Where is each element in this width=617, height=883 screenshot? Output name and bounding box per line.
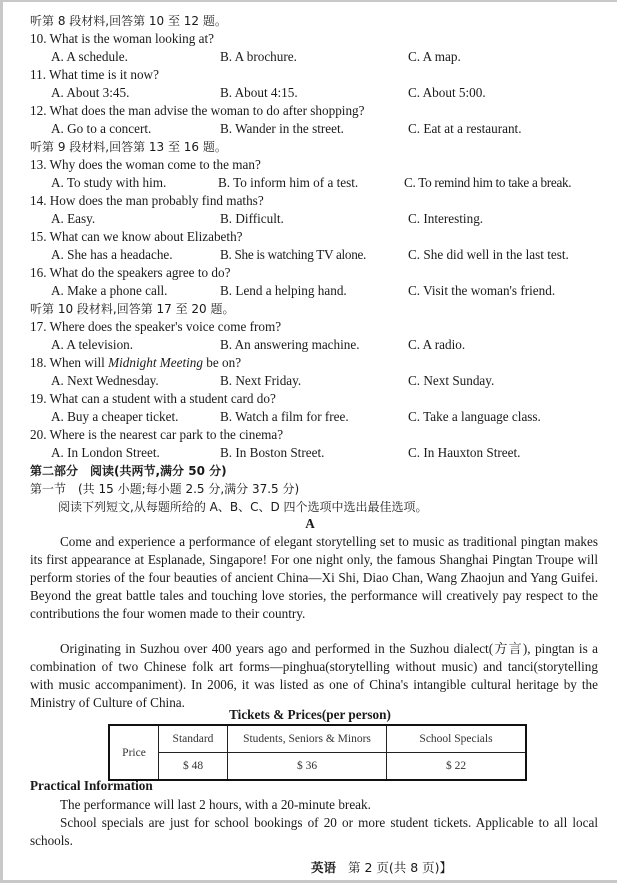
question-16: 16. What do the speakers agree to do? bbox=[30, 265, 231, 280]
option-a: A. She has a headache. bbox=[51, 247, 173, 262]
option-b: B. Difficult. bbox=[220, 211, 284, 226]
option-a: A. A schedule. bbox=[51, 49, 128, 64]
option-b: B. An answering machine. bbox=[220, 337, 360, 352]
price-standard: $ 48 bbox=[159, 753, 228, 781]
part-title: 第二部分 阅读(共两节,满分 50 分) bbox=[30, 464, 227, 478]
practical-line-2: School specials are just for school bookings of 20 or more student tickets. Applicable to all local schools. bbox=[30, 815, 598, 848]
option-c: C. She did well in the last test. bbox=[408, 247, 569, 262]
price-students: $ 36 bbox=[228, 753, 387, 781]
option-a: A. Buy a cheaper ticket. bbox=[51, 409, 179, 424]
option-c: C. In Hauxton Street. bbox=[408, 445, 521, 460]
question-14: 14. How does the man probably find maths? bbox=[30, 193, 264, 208]
option-b: B. Next Friday. bbox=[220, 373, 302, 388]
row-label: Price bbox=[109, 725, 159, 780]
option-a: A. To study with him. bbox=[51, 175, 167, 190]
question-10: 10. What is the woman looking at? bbox=[30, 31, 214, 46]
option-c: C. A map. bbox=[408, 49, 461, 64]
exam-page bbox=[3, 2, 617, 880]
option-b: B. A brochure. bbox=[220, 49, 297, 64]
question-17: 17. Where does the speaker's voice come from? bbox=[30, 319, 282, 334]
price-table bbox=[108, 724, 527, 781]
question-text: be on? bbox=[203, 355, 242, 370]
subject-label: 英语 bbox=[311, 860, 337, 875]
question-15: 15. What can we know about Elizabeth? bbox=[30, 229, 243, 244]
option-b: B. Watch a film for free. bbox=[220, 409, 349, 424]
option-a: A. About 3:45. bbox=[51, 85, 130, 100]
option-a: A. Next Wednesday. bbox=[51, 373, 159, 388]
question-11: 11. What time is it now? bbox=[30, 67, 159, 82]
paragraph-2: Originating in Suzhou over 400 years ago and performed in the Suzhou dialect(方言), pingtan is a combination of two Chinese folk art forms—pinghua(storytelling without music) and tanci(storytelling with music accompaniment). In 2006, it was listed as one of China's intangible cultural heritage by the Ministry of Culture of China. bbox=[30, 641, 598, 710]
page-number: 第 2 页(共 8 页)】 bbox=[348, 860, 453, 875]
section-heading: 听第 8 段材料,回答第 10 至 12 题。 bbox=[30, 14, 227, 28]
table-title: Tickets & Prices(per person) bbox=[229, 707, 391, 722]
price-school: $ 22 bbox=[387, 753, 527, 781]
paragraph-1: Come and experience a performance of elegant storytelling set to music as traditional pingtan makes its first appearance at Esplanade, Singapore! For one night only, the famous Shanghai Pingtan Troupe will perform stories of the four beauties of ancient China—Xi Shi, Diao Chan, Wang Zhaojun and Yang Guifei. Beyond the great battle tales and touching love stories, the performance will creatively pay respect to the contributions the four women made to their country. bbox=[30, 534, 598, 621]
option-c: C. About 5:00. bbox=[408, 85, 486, 100]
option-c: C. To remind him to take a break. bbox=[404, 175, 572, 190]
question-20: 20. Where is the nearest car park to the cinema? bbox=[30, 427, 284, 442]
question-13: 13. Why does the woman come to the man? bbox=[30, 157, 261, 172]
option-b: B. About 4:15. bbox=[220, 85, 298, 100]
practical-title: Practical Information bbox=[30, 778, 153, 793]
option-a: A. Go to a concert. bbox=[51, 121, 152, 136]
option-a: A. Make a phone call. bbox=[51, 283, 168, 298]
option-c: C. Interesting. bbox=[408, 211, 484, 226]
instruction: 阅读下列短文,从每题所给的 A、B、C、D 四个选项中选出最佳选项。 bbox=[58, 500, 428, 514]
header-school: School Specials bbox=[387, 725, 527, 753]
option-c: C. Visit the woman's friend. bbox=[408, 283, 556, 298]
option-c: C. Eat at a restaurant. bbox=[408, 121, 522, 136]
header-students: Students, Seniors & Minors bbox=[228, 725, 387, 753]
option-b: B. To inform him of a test. bbox=[218, 175, 359, 190]
practical-line-1: The performance will last 2 hours, with a 20-minute break. bbox=[60, 797, 371, 812]
option-a: A. A television. bbox=[51, 337, 134, 352]
question-12: 12. What does the man advise the woman to do after shopping? bbox=[30, 103, 365, 118]
question-text: 18. When will bbox=[30, 355, 109, 370]
program-title: Midnight Meeting bbox=[108, 355, 203, 370]
option-a: A. Easy. bbox=[51, 211, 96, 226]
option-a: A. In London Street. bbox=[51, 445, 160, 460]
option-b: B. She is watching TV alone. bbox=[220, 247, 367, 262]
option-b: B. Lend a helping hand. bbox=[220, 283, 347, 298]
page-footer bbox=[311, 858, 452, 876]
option-c: C. Next Sunday. bbox=[408, 373, 495, 388]
option-b: B. Wander in the street. bbox=[220, 121, 344, 136]
passage-label: A bbox=[305, 516, 315, 531]
question-18 bbox=[30, 355, 241, 371]
section-heading: 听第 10 段材料,回答第 17 至 20 题。 bbox=[30, 302, 235, 316]
option-c: C. A radio. bbox=[408, 337, 466, 352]
option-b: B. In Boston Street. bbox=[220, 445, 325, 460]
option-c: C. Take a language class. bbox=[408, 409, 541, 424]
header-standard: Standard bbox=[159, 725, 228, 753]
section-title: 第一节 (共 15 小题;每小题 2.5 分,满分 37.5 分) bbox=[30, 482, 300, 496]
question-19: 19. What can a student with a student card do? bbox=[30, 391, 276, 406]
section-heading: 听第 9 段材料,回答第 13 至 16 题。 bbox=[30, 140, 227, 154]
